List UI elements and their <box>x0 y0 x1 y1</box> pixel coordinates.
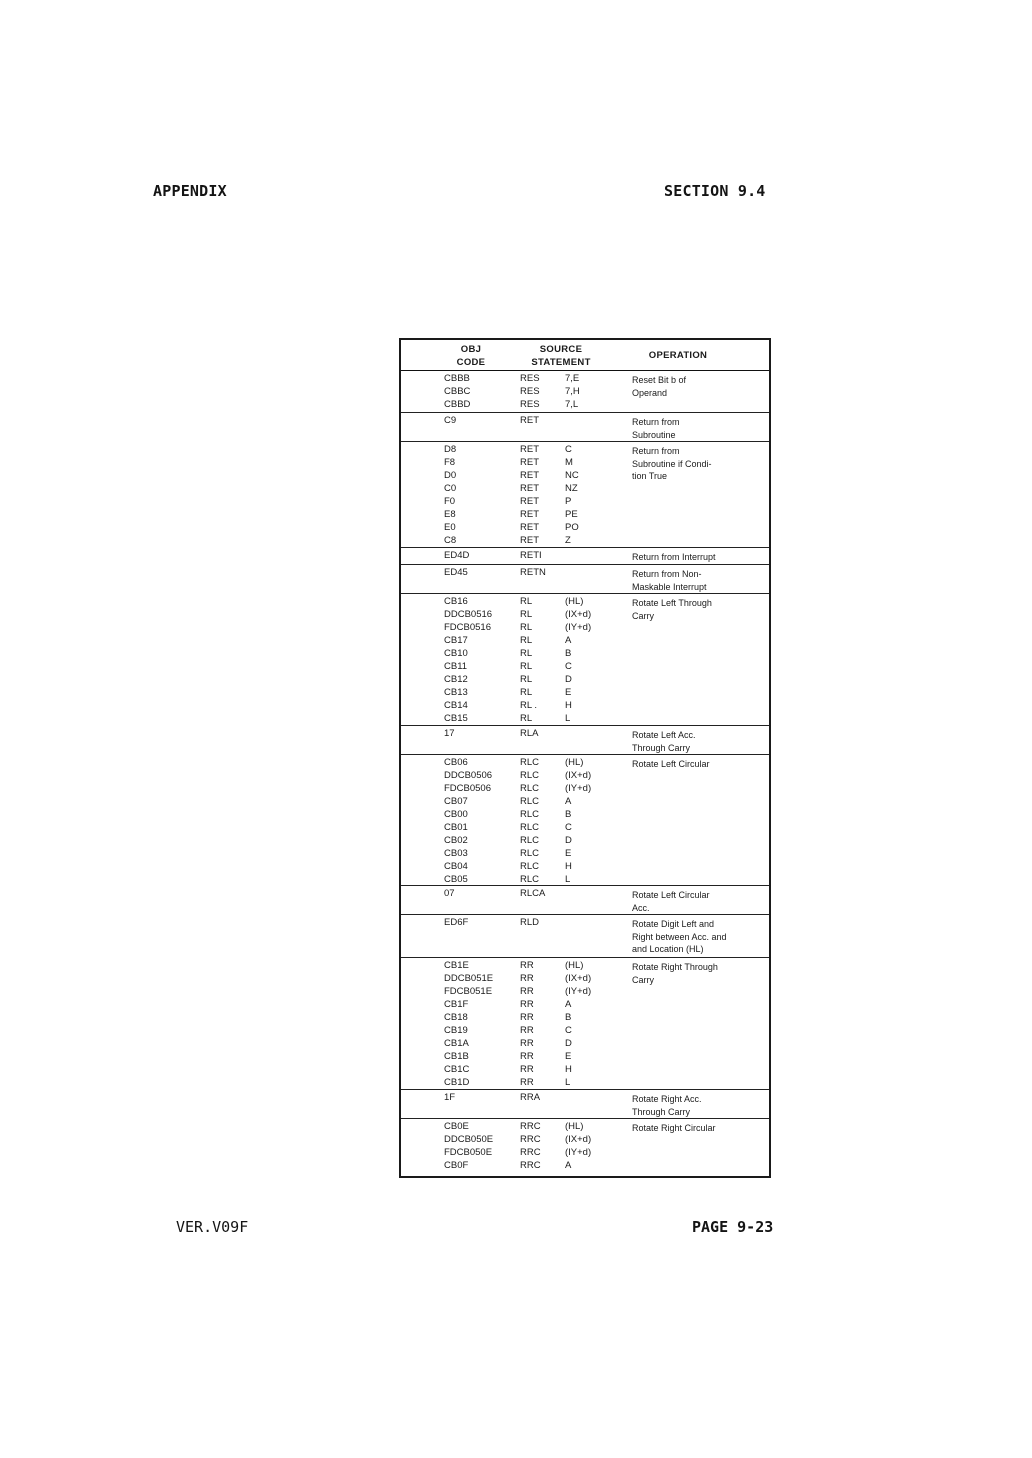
group-divider <box>401 1089 769 1090</box>
mnemonic: RR <box>520 1011 534 1023</box>
operation-line: Return from Interrupt <box>632 552 716 562</box>
operation-line: Rotate Right Through <box>632 962 718 972</box>
operand: (IY+d) <box>565 1146 592 1158</box>
operand: L <box>565 712 571 724</box>
operation-description <box>632 729 772 754</box>
operand: C <box>565 444 572 455</box>
obj-code: E0 <box>444 521 456 533</box>
operation-description <box>632 416 772 441</box>
operation-line: Subroutine if Condi- <box>632 458 712 469</box>
operation-line: tion True <box>632 471 668 482</box>
mnemonic: RRC <box>520 1159 541 1171</box>
operand: H <box>565 1063 572 1075</box>
obj-code: CB13 <box>444 686 468 698</box>
mnemonic: RETN <box>520 567 546 578</box>
obj-code: C8 <box>444 534 457 546</box>
group-divider <box>401 593 769 594</box>
obj-code: CB1E <box>444 960 469 971</box>
mnemonic: RR <box>520 1050 534 1062</box>
operand: A <box>565 795 572 807</box>
obj-code: F0 <box>444 495 456 507</box>
operand: A <box>565 1159 572 1171</box>
obj-code: CB19 <box>444 1024 468 1036</box>
obj-code: CB1A <box>444 1037 469 1049</box>
mnemonic: RR <box>520 1024 534 1036</box>
obj-code: CB1D <box>444 1076 470 1088</box>
mnemonic: RLC <box>520 834 540 846</box>
operand: (HL) <box>565 960 584 971</box>
operation-line: Rotate Digit Left and <box>632 919 715 929</box>
mnemonic: RET <box>520 508 539 520</box>
col-source-line1: SOURCE <box>539 344 583 355</box>
operand: NZ <box>565 482 578 494</box>
group-divider <box>401 564 769 565</box>
obj-code: FDCB0506 <box>444 782 491 794</box>
mnemonic: RRC <box>520 1121 541 1132</box>
operand: C <box>565 1024 572 1036</box>
obj-code: DDCB0516 <box>444 608 493 620</box>
operand: E <box>565 686 572 698</box>
mnemonic: RL <box>520 660 533 672</box>
mnemonic: RR <box>520 972 534 984</box>
operand: B <box>565 808 572 820</box>
col-obj-line2: CODE <box>456 357 486 368</box>
mnemonic: RR <box>520 1076 534 1088</box>
mnemonic: RL <box>520 596 533 607</box>
operand: L <box>565 1076 571 1088</box>
mnemonic: RLC <box>520 847 540 859</box>
mnemonic: RET <box>520 444 539 455</box>
obj-code: CBBC <box>444 385 471 397</box>
obj-code: F8 <box>444 456 456 468</box>
operand: C <box>565 821 572 833</box>
group-divider <box>401 441 769 442</box>
mnemonic: RL <box>520 621 533 633</box>
operation-line: Reset Bit b of <box>632 375 687 385</box>
mnemonic: RES <box>520 398 540 410</box>
operand: B <box>565 647 572 659</box>
obj-code: ED6F <box>444 917 469 928</box>
obj-code: CB01 <box>444 821 468 833</box>
group-divider <box>401 885 769 886</box>
operation-line: Rotate Right Circular <box>632 1123 716 1133</box>
obj-code: CB17 <box>444 634 468 646</box>
mnemonic: RLA <box>520 728 539 739</box>
mnemonic: RET <box>520 521 539 533</box>
operation-description <box>632 1122 772 1135</box>
col-operation: OPERATION <box>648 350 708 361</box>
operation-line: Rotate Left Acc. <box>632 730 696 740</box>
mnemonic: RLC <box>520 757 540 768</box>
operand: PO <box>565 521 579 533</box>
obj-code: CB0F <box>444 1159 469 1171</box>
group-divider <box>401 412 769 413</box>
mnemonic: RR <box>520 985 534 997</box>
operation-line: Rotate Left Circular <box>632 890 710 900</box>
obj-code: 1F <box>444 1092 456 1103</box>
mnemonic: RLC <box>520 860 540 872</box>
obj-code: ED4D <box>444 550 470 561</box>
operation-line: Return from <box>632 446 680 456</box>
header-rule <box>401 370 769 371</box>
mnemonic: RRC <box>520 1133 541 1145</box>
obj-code: C9 <box>444 415 457 426</box>
mnemonic: RR <box>520 998 534 1010</box>
header-left: APPENDIX <box>153 182 227 200</box>
obj-code: CB07 <box>444 795 468 807</box>
obj-code: CB1B <box>444 1050 469 1062</box>
obj-code: CB0E <box>444 1121 469 1132</box>
mnemonic: RL <box>520 712 533 724</box>
operation-line: Acc. <box>632 902 650 913</box>
mnemonic: RL <box>520 686 533 698</box>
mnemonic: RLC <box>520 808 540 820</box>
operation-description <box>632 961 772 986</box>
operation-line: Operand <box>632 387 668 398</box>
mnemonic: RL <box>520 647 533 659</box>
mnemonic: RRC <box>520 1146 541 1158</box>
operand: A <box>565 634 572 646</box>
operand: (IX+d) <box>565 769 592 781</box>
mnemonic: RR <box>520 1063 534 1075</box>
obj-code: ED45 <box>444 567 468 578</box>
operand: E <box>565 847 572 859</box>
operation-description <box>632 889 772 914</box>
mnemonic: RET <box>520 495 539 507</box>
operand: E <box>565 1050 572 1062</box>
mnemonic: RLC <box>520 782 540 794</box>
mnemonic: RES <box>520 385 540 397</box>
operation-description <box>632 445 772 483</box>
obj-code: E8 <box>444 508 456 520</box>
header-right: SECTION 9.4 <box>664 182 766 200</box>
operand: 7,L <box>565 398 579 410</box>
operand: 7,H <box>565 385 580 397</box>
operation-description <box>632 758 772 771</box>
obj-code: CB02 <box>444 834 468 846</box>
mnemonic: RET <box>520 456 539 468</box>
mnemonic: RLC <box>520 769 540 781</box>
group-divider <box>401 1118 769 1119</box>
mnemonic: RLCA <box>520 888 546 899</box>
mnemonic: RETI <box>520 550 542 561</box>
group-divider <box>401 957 769 958</box>
operand: 7,E <box>565 373 580 384</box>
obj-code: CB15 <box>444 712 468 724</box>
operation-line: Rotate Left Circular <box>632 759 710 769</box>
mnemonic: RET <box>520 534 539 546</box>
operand: Z <box>565 534 571 546</box>
obj-code: CB11 <box>444 660 468 672</box>
operand: NC <box>565 469 579 481</box>
operation-description <box>632 1093 772 1118</box>
operation-line: Right between Acc. and <box>632 931 727 942</box>
operand: D <box>565 673 572 685</box>
group-divider <box>401 754 769 755</box>
operand: (IY+d) <box>565 985 592 997</box>
instruction-table <box>399 338 771 1178</box>
operand: D <box>565 834 572 846</box>
obj-code: D0 <box>444 469 457 481</box>
operation-line: Carry <box>632 974 654 985</box>
footer-left: VER.V09F <box>176 1218 249 1236</box>
mnemonic: RET <box>520 469 539 481</box>
group-divider <box>401 725 769 726</box>
mnemonic: RES <box>520 373 540 384</box>
operand: P <box>565 495 572 507</box>
col-obj-line1: OBJ <box>460 344 482 355</box>
mnemonic: RRA <box>520 1092 541 1103</box>
obj-code: CB04 <box>444 860 468 872</box>
operation-description <box>632 374 772 399</box>
obj-code: CB00 <box>444 808 468 820</box>
mnemonic: RL <box>520 608 533 620</box>
operand: M <box>565 456 573 468</box>
operation-line: Through Carry <box>632 742 691 753</box>
operand: C <box>565 660 572 672</box>
mnemonic: RL . <box>520 699 538 711</box>
mnemonic: RL <box>520 634 533 646</box>
operation-line: Rotate Left Through <box>632 598 712 608</box>
operation-description <box>632 597 772 622</box>
operation-line: Return from <box>632 417 680 427</box>
operand: H <box>565 699 572 711</box>
mnemonic: RR <box>520 1037 534 1049</box>
obj-code: CB06 <box>444 757 468 768</box>
col-source-line2: STATEMENT <box>531 357 591 368</box>
obj-code: CB14 <box>444 699 468 711</box>
group-divider <box>401 914 769 915</box>
obj-code: CB10 <box>444 647 468 659</box>
mnemonic: RR <box>520 960 534 971</box>
operand: (IX+d) <box>565 608 592 620</box>
operand: D <box>565 1037 572 1049</box>
operand: (HL) <box>565 757 584 768</box>
operation-line: Through Carry <box>632 1106 691 1117</box>
obj-code: CB1C <box>444 1063 470 1075</box>
obj-code: 17 <box>444 728 455 739</box>
mnemonic: RLC <box>520 873 540 885</box>
operation-line: Return from Non- <box>632 569 702 579</box>
operation-line: and Location (HL) <box>632 944 704 955</box>
obj-code: CB12 <box>444 673 468 685</box>
operation-description <box>632 918 772 956</box>
operation-line: Carry <box>632 610 654 621</box>
operand: (IY+d) <box>565 621 592 633</box>
obj-code: CBBB <box>444 373 470 384</box>
obj-code: FDCB0516 <box>444 621 491 633</box>
operand: (HL) <box>565 1121 584 1132</box>
operand: PE <box>565 508 578 520</box>
obj-code: CB03 <box>444 847 468 859</box>
operation-line: Subroutine <box>632 429 676 440</box>
operation-description <box>632 568 772 593</box>
obj-code: FDCB050E <box>444 1146 493 1158</box>
obj-code: 07 <box>444 888 455 899</box>
footer-right: PAGE 9-23 <box>692 1218 774 1236</box>
obj-code: C0 <box>444 482 457 494</box>
obj-code: CB18 <box>444 1011 468 1023</box>
obj-code: CB16 <box>444 596 468 607</box>
mnemonic: RET <box>520 482 539 494</box>
mnemonic: RLC <box>520 795 540 807</box>
mnemonic: RET <box>520 415 539 426</box>
obj-code: D8 <box>444 444 457 455</box>
obj-code: CB05 <box>444 873 468 885</box>
operand: (IX+d) <box>565 1133 592 1145</box>
mnemonic: RL <box>520 673 533 685</box>
operand: (IY+d) <box>565 782 592 794</box>
obj-code: FDCB051E <box>444 985 493 997</box>
operand: A <box>565 998 572 1010</box>
operand: (IX+d) <box>565 972 592 984</box>
obj-code: CBBD <box>444 398 471 410</box>
operand: H <box>565 860 572 872</box>
mnemonic: RLC <box>520 821 540 833</box>
operand: (HL) <box>565 596 584 607</box>
operation-line: Maskable Interrupt <box>632 581 707 592</box>
operand: B <box>565 1011 572 1023</box>
operation-description <box>632 551 772 564</box>
group-divider <box>401 547 769 548</box>
obj-code: DDCB050E <box>444 1133 494 1145</box>
mnemonic: RLD <box>520 917 540 928</box>
obj-code: DDCB0506 <box>444 769 493 781</box>
obj-code: CB1F <box>444 998 469 1010</box>
operation-line: Rotate Right Acc. <box>632 1094 702 1104</box>
obj-code: DDCB051E <box>444 972 494 984</box>
operand: L <box>565 873 571 885</box>
